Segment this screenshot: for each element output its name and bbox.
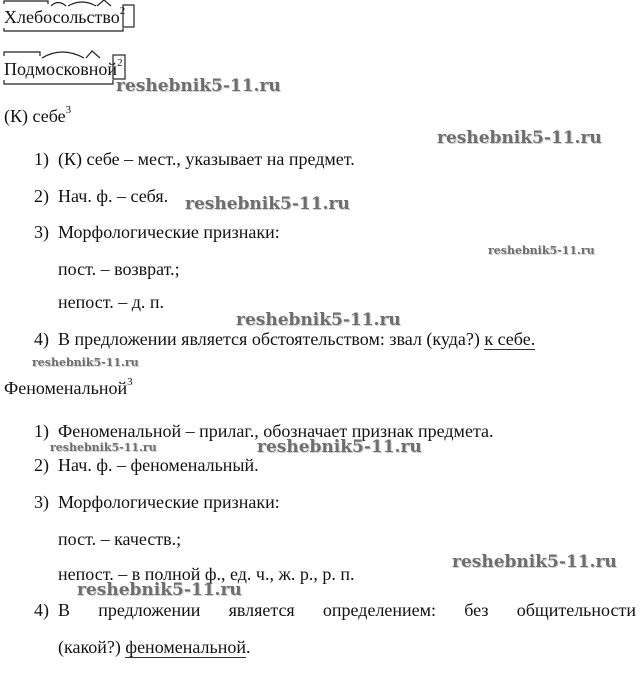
morpheme-word-1-text: Хлебосольство [4,7,120,27]
item-word: является [228,600,295,620]
item-word: общительности [516,600,636,620]
item-text: (К) себе – мест., указывает на предмет. [58,149,355,169]
underlined-phrase: к себе. [484,329,536,349]
section-2-const: пост. – качеств.; [58,529,182,549]
section-2-item-2 [34,454,259,476]
section-1-item-2 [34,185,168,207]
watermark: reshebnik5-11.ru [50,441,157,454]
item-word: В [58,600,71,620]
watermark: reshebnik5-11.ru [257,437,422,457]
item-number: 1) [34,149,49,169]
section-1-const: пост. – возврат.; [58,259,180,279]
watermark: reshebnik5-11.ru [488,244,595,257]
item-text: Морфологические признаки: [58,492,280,512]
item-text-end: . [245,637,251,657]
item-word: определением: [322,600,437,620]
watermark: reshebnik5-11.ru [185,194,350,214]
section-2-title-text: Феноменальной [4,378,128,398]
watermark: reshebnik5-11.ru [452,552,617,572]
watermark: reshebnik5-11.ru [77,580,242,600]
underlined-phrase: феноменальной [125,637,246,657]
item-text: Морфологические признаки: [58,222,280,242]
section-2-item-3 [34,491,280,513]
item-text: Нач. ф. – себя. [58,186,169,206]
morpheme-word-1-sup: 2 [119,5,126,17]
item-number: 4) [34,329,49,349]
section-1-item-4 [34,328,535,350]
section-2-item-4-line-2 [58,636,250,658]
watermark: reshebnik5-11.ru [116,76,281,96]
item-word: предложении [98,600,201,620]
section-2-item-4-number: 4) [34,600,49,620]
section-1-item-3 [34,221,280,243]
section-1-title [4,101,71,127]
item-number: 3) [34,222,49,242]
section-2-item-4-line-1 [58,599,636,621]
item-text: Феноменальной – прилаг., обозначает признак предмета. [58,421,494,441]
section-1-item-1 [34,148,355,170]
section-2-title [4,373,133,399]
morpheme-word-2-sup: 2 [117,57,123,69]
item-number: 1) [34,421,49,441]
section-2-title-sup: 3 [127,376,133,388]
item-number: 3) [34,492,49,512]
section-1-nonconst: непост. – д. п. [58,292,164,312]
morpheme-word-2-text: Подмосковной [4,59,118,79]
section-1-title-text: (К) себе [4,106,66,126]
section-2-nonconst: непост. – в полной ф., ед. ч., ж. р., р. п. [58,564,355,584]
watermark: reshebnik5-11.ru [32,356,139,369]
watermark: reshebnik5-11.ru [437,128,602,148]
watermark: reshebnik5-11.ru [236,310,401,330]
section-1-title-sup: 3 [65,104,72,116]
item-text: (какой?) [58,637,126,657]
item-word: без [464,600,489,620]
item-text: Нач. ф. – феноменальный. [58,455,259,475]
item-number: 2) [34,186,49,206]
item-number: 2) [34,455,49,475]
item-text: В предложении является обстоятельством: звал (куда?) [58,329,485,349]
